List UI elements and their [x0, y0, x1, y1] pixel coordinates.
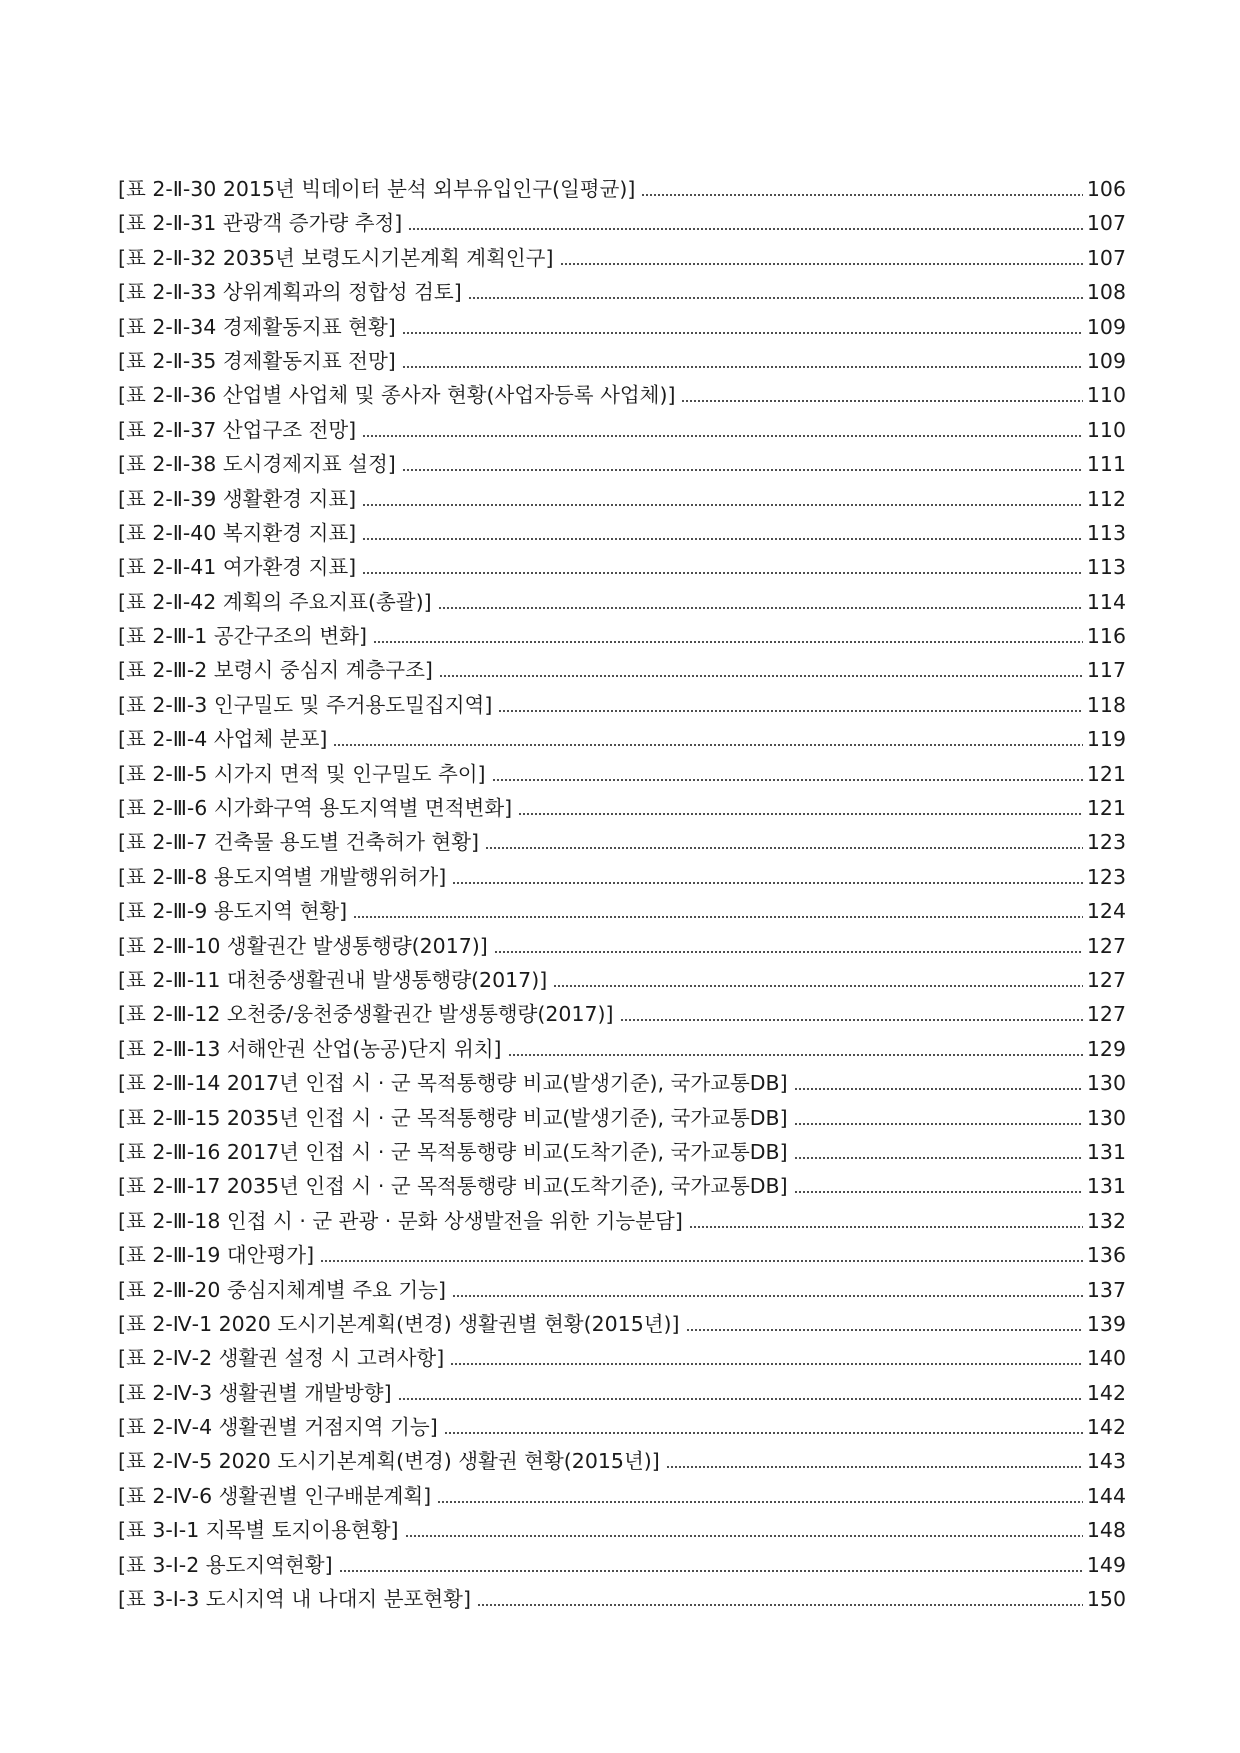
- toc-entry-title: [표 2-Ⅳ-3 생활권별 개발방향]: [118, 1380, 392, 1405]
- dot-leader: [339, 1570, 1083, 1572]
- dot-leader: [362, 572, 1083, 574]
- toc-entry-title: [표 2-Ⅳ-2 생활권 설정 시 고려사항]: [118, 1346, 445, 1371]
- dot-leader: [794, 1191, 1083, 1193]
- toc-entry[interactable]: [118, 963, 1126, 997]
- dot-leader: [485, 847, 1083, 849]
- toc-entry-title: [표 3-Ⅰ-2 용도지역현황]: [118, 1552, 333, 1577]
- toc-entry-page-number: 139: [1086, 1311, 1126, 1336]
- toc-entry[interactable]: [118, 860, 1126, 894]
- dot-leader: [450, 1363, 1083, 1365]
- toc-entry[interactable]: [118, 894, 1126, 928]
- toc-entry-title: [표 2-Ⅲ-5 시가지 면적 및 인구밀도 추이]: [118, 761, 486, 786]
- toc-entry-title: [표 2-Ⅱ-39 생활환경 지표]: [118, 486, 357, 511]
- toc-entry-page-number: 113: [1086, 555, 1126, 580]
- toc-entry[interactable]: [118, 1582, 1126, 1616]
- toc-entry-title: [표 2-Ⅲ-18 인접 시 · 군 관광 · 문화 상생발전을 위한 기능분담]: [118, 1208, 683, 1233]
- toc-entry[interactable]: [118, 1238, 1126, 1272]
- toc-entry-title: [표 2-Ⅲ-8 용도지역별 개발행위허가]: [118, 864, 447, 889]
- toc-entry[interactable]: [118, 1410, 1126, 1444]
- dot-leader: [405, 1535, 1083, 1537]
- toc-entry-page-number: 110: [1086, 383, 1126, 408]
- dot-leader: [492, 779, 1083, 781]
- toc-entry-page-number: 114: [1086, 589, 1126, 614]
- toc-entry-title: [표 2-Ⅱ-30 2015년 빅데이터 분석 외부유입인구(일평균)]: [118, 177, 636, 201]
- toc-entry[interactable]: [118, 722, 1126, 756]
- dot-leader: [362, 504, 1083, 506]
- toc-entry-title: [표 2-Ⅲ-9 용도지역 현황]: [118, 899, 348, 924]
- toc-entry[interactable]: [118, 482, 1126, 516]
- toc-entry[interactable]: [118, 825, 1126, 859]
- toc-entry-title: [표 2-Ⅱ-37 산업구조 전망]: [118, 417, 357, 442]
- toc-entry-title: [표 2-Ⅲ-4 사업체 분포]: [118, 727, 328, 752]
- toc-entry-page-number: 116: [1086, 624, 1126, 649]
- toc-entry[interactable]: [118, 1101, 1126, 1135]
- toc-entry[interactable]: [118, 1204, 1126, 1238]
- toc-entry[interactable]: [118, 1135, 1126, 1169]
- toc-entry[interactable]: [118, 1376, 1126, 1410]
- toc-entry[interactable]: [118, 310, 1126, 344]
- toc-entry[interactable]: [118, 688, 1126, 722]
- toc-entry-title: [표 2-Ⅲ-13 서해안권 산업(농공)단지 위치]: [118, 1036, 502, 1061]
- toc-entry-title: [표 2-Ⅱ-31 관광객 증가량 추정]: [118, 211, 403, 236]
- toc-entry[interactable]: [118, 447, 1126, 481]
- toc-entry-title: [표 3-Ⅰ-3 도시지역 내 나대지 분포현황]: [118, 1587, 471, 1612]
- toc-entry[interactable]: [118, 1169, 1126, 1203]
- toc-entry-title: [표 2-Ⅲ-15 2035년 인접 시 · 군 목적통행량 비교(발생기준), 국가교통DB]: [118, 1105, 788, 1130]
- toc-entry-title: [표 2-Ⅳ-4 생활권별 거점지역 기능]: [118, 1415, 438, 1440]
- dot-leader: [402, 366, 1083, 368]
- toc-entry-title: [표 2-Ⅲ-1 공간구조의 변화]: [118, 624, 367, 649]
- toc-entry-title: [표 2-Ⅲ-12 오천중/웅천중생활권간 발생통행량(2017)]: [118, 1002, 614, 1027]
- toc-entry-title: [표 2-Ⅱ-36 산업별 사업체 및 종사자 현황(사업자등록 사업체)]: [118, 383, 676, 408]
- toc-entry[interactable]: [118, 1307, 1126, 1341]
- toc-entry-page-number: 109: [1086, 314, 1126, 339]
- toc-entry-title: [표 2-Ⅳ-1 2020 도시기본계획(변경) 생활권별 현황(2015년)]: [118, 1311, 680, 1336]
- toc-entry-title: [표 2-Ⅱ-33 상위계획과의 정합성 검토]: [118, 280, 462, 305]
- dot-leader: [408, 228, 1083, 230]
- toc-entry-page-number: 113: [1086, 520, 1126, 545]
- toc-entry-page-number: 130: [1086, 1105, 1126, 1130]
- dot-leader: [794, 1123, 1083, 1125]
- toc-entry-title: [표 2-Ⅲ-20 중심지체계별 주요 기능]: [118, 1277, 446, 1302]
- dot-leader: [518, 813, 1083, 815]
- toc-entry-title: [표 2-Ⅲ-19 대안평가]: [118, 1243, 315, 1268]
- toc-entry-page-number: 143: [1086, 1449, 1126, 1474]
- toc-entry[interactable]: [118, 344, 1126, 378]
- toc-entry-title: [표 2-Ⅱ-41 여가환경 지표]: [118, 555, 357, 580]
- toc-entry-page-number: 148: [1086, 1518, 1126, 1543]
- toc-entry[interactable]: [118, 1032, 1126, 1066]
- toc-entry-page-number: 111: [1086, 452, 1126, 477]
- toc-entry-page-number: 140: [1086, 1346, 1126, 1371]
- toc-entry-title: [표 2-Ⅱ-38 도시경제지표 설정]: [118, 452, 396, 477]
- dot-leader: [641, 194, 1082, 196]
- toc-entry[interactable]: [118, 206, 1126, 240]
- dot-leader: [666, 1466, 1083, 1468]
- toc-entry[interactable]: [118, 550, 1126, 584]
- dot-leader: [498, 710, 1083, 712]
- toc-entry-title: [표 2-Ⅲ-3 인구밀도 및 주거용도밀집지역]: [118, 692, 493, 717]
- toc-entry-page-number: 142: [1086, 1415, 1126, 1440]
- toc-entry-title: [표 2-Ⅲ-10 생활권간 발생통행량(2017)]: [118, 933, 488, 958]
- toc-entry[interactable]: [118, 241, 1126, 275]
- dot-leader: [494, 951, 1083, 953]
- toc-entry-page-number: 149: [1086, 1552, 1126, 1577]
- toc-entry-page-number: 131: [1086, 1139, 1126, 1164]
- toc-entry-page-number: 107: [1086, 245, 1126, 270]
- toc-entry-page-number: 121: [1086, 796, 1126, 821]
- dot-leader: [362, 435, 1083, 437]
- toc-entry-page-number: 119: [1086, 727, 1126, 752]
- toc-entry-page-number: 123: [1086, 864, 1126, 889]
- dot-leader: [794, 1088, 1083, 1090]
- toc-entry[interactable]: [118, 1548, 1126, 1582]
- toc-entry[interactable]: [118, 653, 1126, 687]
- toc-entry-title: [표 2-Ⅲ-11 대천중생활권내 발생통행량(2017)]: [118, 967, 548, 992]
- toc-entry-title: [표 2-Ⅱ-34 경제활동지표 현황]: [118, 314, 396, 339]
- toc-entry[interactable]: [118, 413, 1126, 447]
- toc-entry-page-number: 142: [1086, 1380, 1126, 1405]
- toc-entry[interactable]: [118, 275, 1126, 309]
- toc-entry[interactable]: [118, 172, 1126, 206]
- toc-entry-page-number: 150: [1086, 1587, 1126, 1612]
- dot-leader: [794, 1157, 1083, 1159]
- dot-leader: [437, 1501, 1083, 1503]
- toc-entry[interactable]: [118, 619, 1126, 653]
- dot-leader: [398, 1398, 1083, 1400]
- toc-entry-title: [표 2-Ⅲ-2 보령시 중심지 계층구조]: [118, 658, 433, 683]
- toc-entry-page-number: 144: [1086, 1483, 1126, 1508]
- toc-entry-title: [표 3-Ⅰ-1 지목별 토지이용현황]: [118, 1518, 399, 1543]
- toc-entry[interactable]: [118, 1444, 1126, 1478]
- dot-leader: [353, 916, 1083, 918]
- dot-leader: [689, 1226, 1083, 1228]
- dot-leader: [686, 1329, 1083, 1331]
- toc-entry[interactable]: [118, 997, 1126, 1031]
- toc-entry-page-number: 130: [1086, 1071, 1126, 1096]
- toc-entry-page-number: 127: [1086, 967, 1126, 992]
- toc-entry-page-number: 127: [1086, 933, 1126, 958]
- dot-leader: [402, 469, 1083, 471]
- table-of-contents-list: [118, 172, 1126, 1616]
- toc-entry[interactable]: [118, 516, 1126, 550]
- toc-entry-page-number: 108: [1086, 280, 1126, 305]
- toc-entry-page-number: 121: [1086, 761, 1126, 786]
- dot-leader: [553, 985, 1083, 987]
- toc-entry-title: [표 2-Ⅲ-14 2017년 인접 시 · 군 목적통행량 비교(발생기준), 국가교통DB]: [118, 1071, 788, 1096]
- toc-entry-page-number: 110: [1086, 417, 1126, 442]
- dot-leader: [362, 538, 1083, 540]
- toc-entry[interactable]: [118, 929, 1126, 963]
- toc-entry-title: [표 2-Ⅲ-17 2035년 인접 시 · 군 목적통행량 비교(도착기준), 국가교통DB]: [118, 1174, 788, 1199]
- dot-leader: [452, 1295, 1083, 1297]
- dot-leader: [508, 1054, 1083, 1056]
- toc-entry-page-number: 123: [1086, 830, 1126, 855]
- dot-leader: [681, 400, 1082, 402]
- toc-entry-page-number: 136: [1086, 1243, 1126, 1268]
- toc-entry-page-number: 117: [1086, 658, 1126, 683]
- toc-entry-page-number: 137: [1086, 1277, 1126, 1302]
- toc-entry-page-number: 118: [1086, 692, 1126, 717]
- toc-entry[interactable]: [118, 1479, 1126, 1513]
- toc-entry[interactable]: [118, 757, 1126, 791]
- toc-entry-page-number: 131: [1086, 1174, 1126, 1199]
- dot-leader: [452, 882, 1083, 884]
- toc-entry-title: [표 2-Ⅲ-7 건축물 용도별 건축허가 현황]: [118, 830, 480, 855]
- toc-entry-page-number: 112: [1086, 486, 1126, 511]
- toc-entry-title: [표 2-Ⅱ-40 복지환경 지표]: [118, 520, 357, 545]
- toc-entry[interactable]: [118, 791, 1126, 825]
- dot-leader: [439, 675, 1083, 677]
- toc-entry-title: [표 2-Ⅲ-6 시가화구역 용도지역별 면적변화]: [118, 796, 513, 821]
- dot-leader: [620, 1019, 1083, 1021]
- toc-entry-page-number: 107: [1086, 211, 1126, 236]
- dot-leader: [333, 744, 1082, 746]
- toc-entry-title: [표 2-Ⅱ-42 계획의 주요지표(총괄)]: [118, 589, 432, 614]
- toc-entry-title: [표 2-Ⅱ-32 2035년 보령도시기본계획 계획인구]: [118, 245, 554, 270]
- toc-entry-page-number: 109: [1086, 348, 1126, 373]
- dot-leader: [468, 297, 1083, 299]
- dot-leader: [438, 607, 1083, 609]
- dot-leader: [373, 641, 1083, 643]
- toc-entry-page-number: 127: [1086, 1002, 1126, 1027]
- dot-leader: [444, 1432, 1083, 1434]
- dot-leader: [402, 332, 1083, 334]
- dot-leader: [320, 1260, 1083, 1262]
- toc-entry[interactable]: [118, 1341, 1126, 1375]
- toc-entry[interactable]: [118, 585, 1126, 619]
- toc-entry-page-number: 129: [1086, 1036, 1126, 1061]
- toc-entry-title: [표 2-Ⅳ-5 2020 도시기본계획(변경) 생활권 현황(2015년)]: [118, 1449, 660, 1474]
- toc-entry-page-number: 132: [1086, 1208, 1126, 1233]
- toc-entry[interactable]: [118, 378, 1126, 412]
- dot-leader: [477, 1604, 1083, 1606]
- toc-entry-title: [표 2-Ⅱ-35 경제활동지표 전망]: [118, 348, 396, 373]
- toc-entry-page-number: 124: [1086, 899, 1126, 924]
- toc-entry[interactable]: [118, 1273, 1126, 1307]
- toc-entry[interactable]: [118, 1513, 1126, 1547]
- toc-entry-title: [표 2-Ⅳ-6 생활권별 인구배분계획]: [118, 1483, 432, 1508]
- toc-entry-page-number: 106: [1086, 177, 1126, 201]
- toc-entry-title: [표 2-Ⅲ-16 2017년 인접 시 · 군 목적통행량 비교(도착기준), 국가교통DB]: [118, 1139, 788, 1164]
- dot-leader: [560, 263, 1083, 265]
- toc-entry[interactable]: [118, 1066, 1126, 1100]
